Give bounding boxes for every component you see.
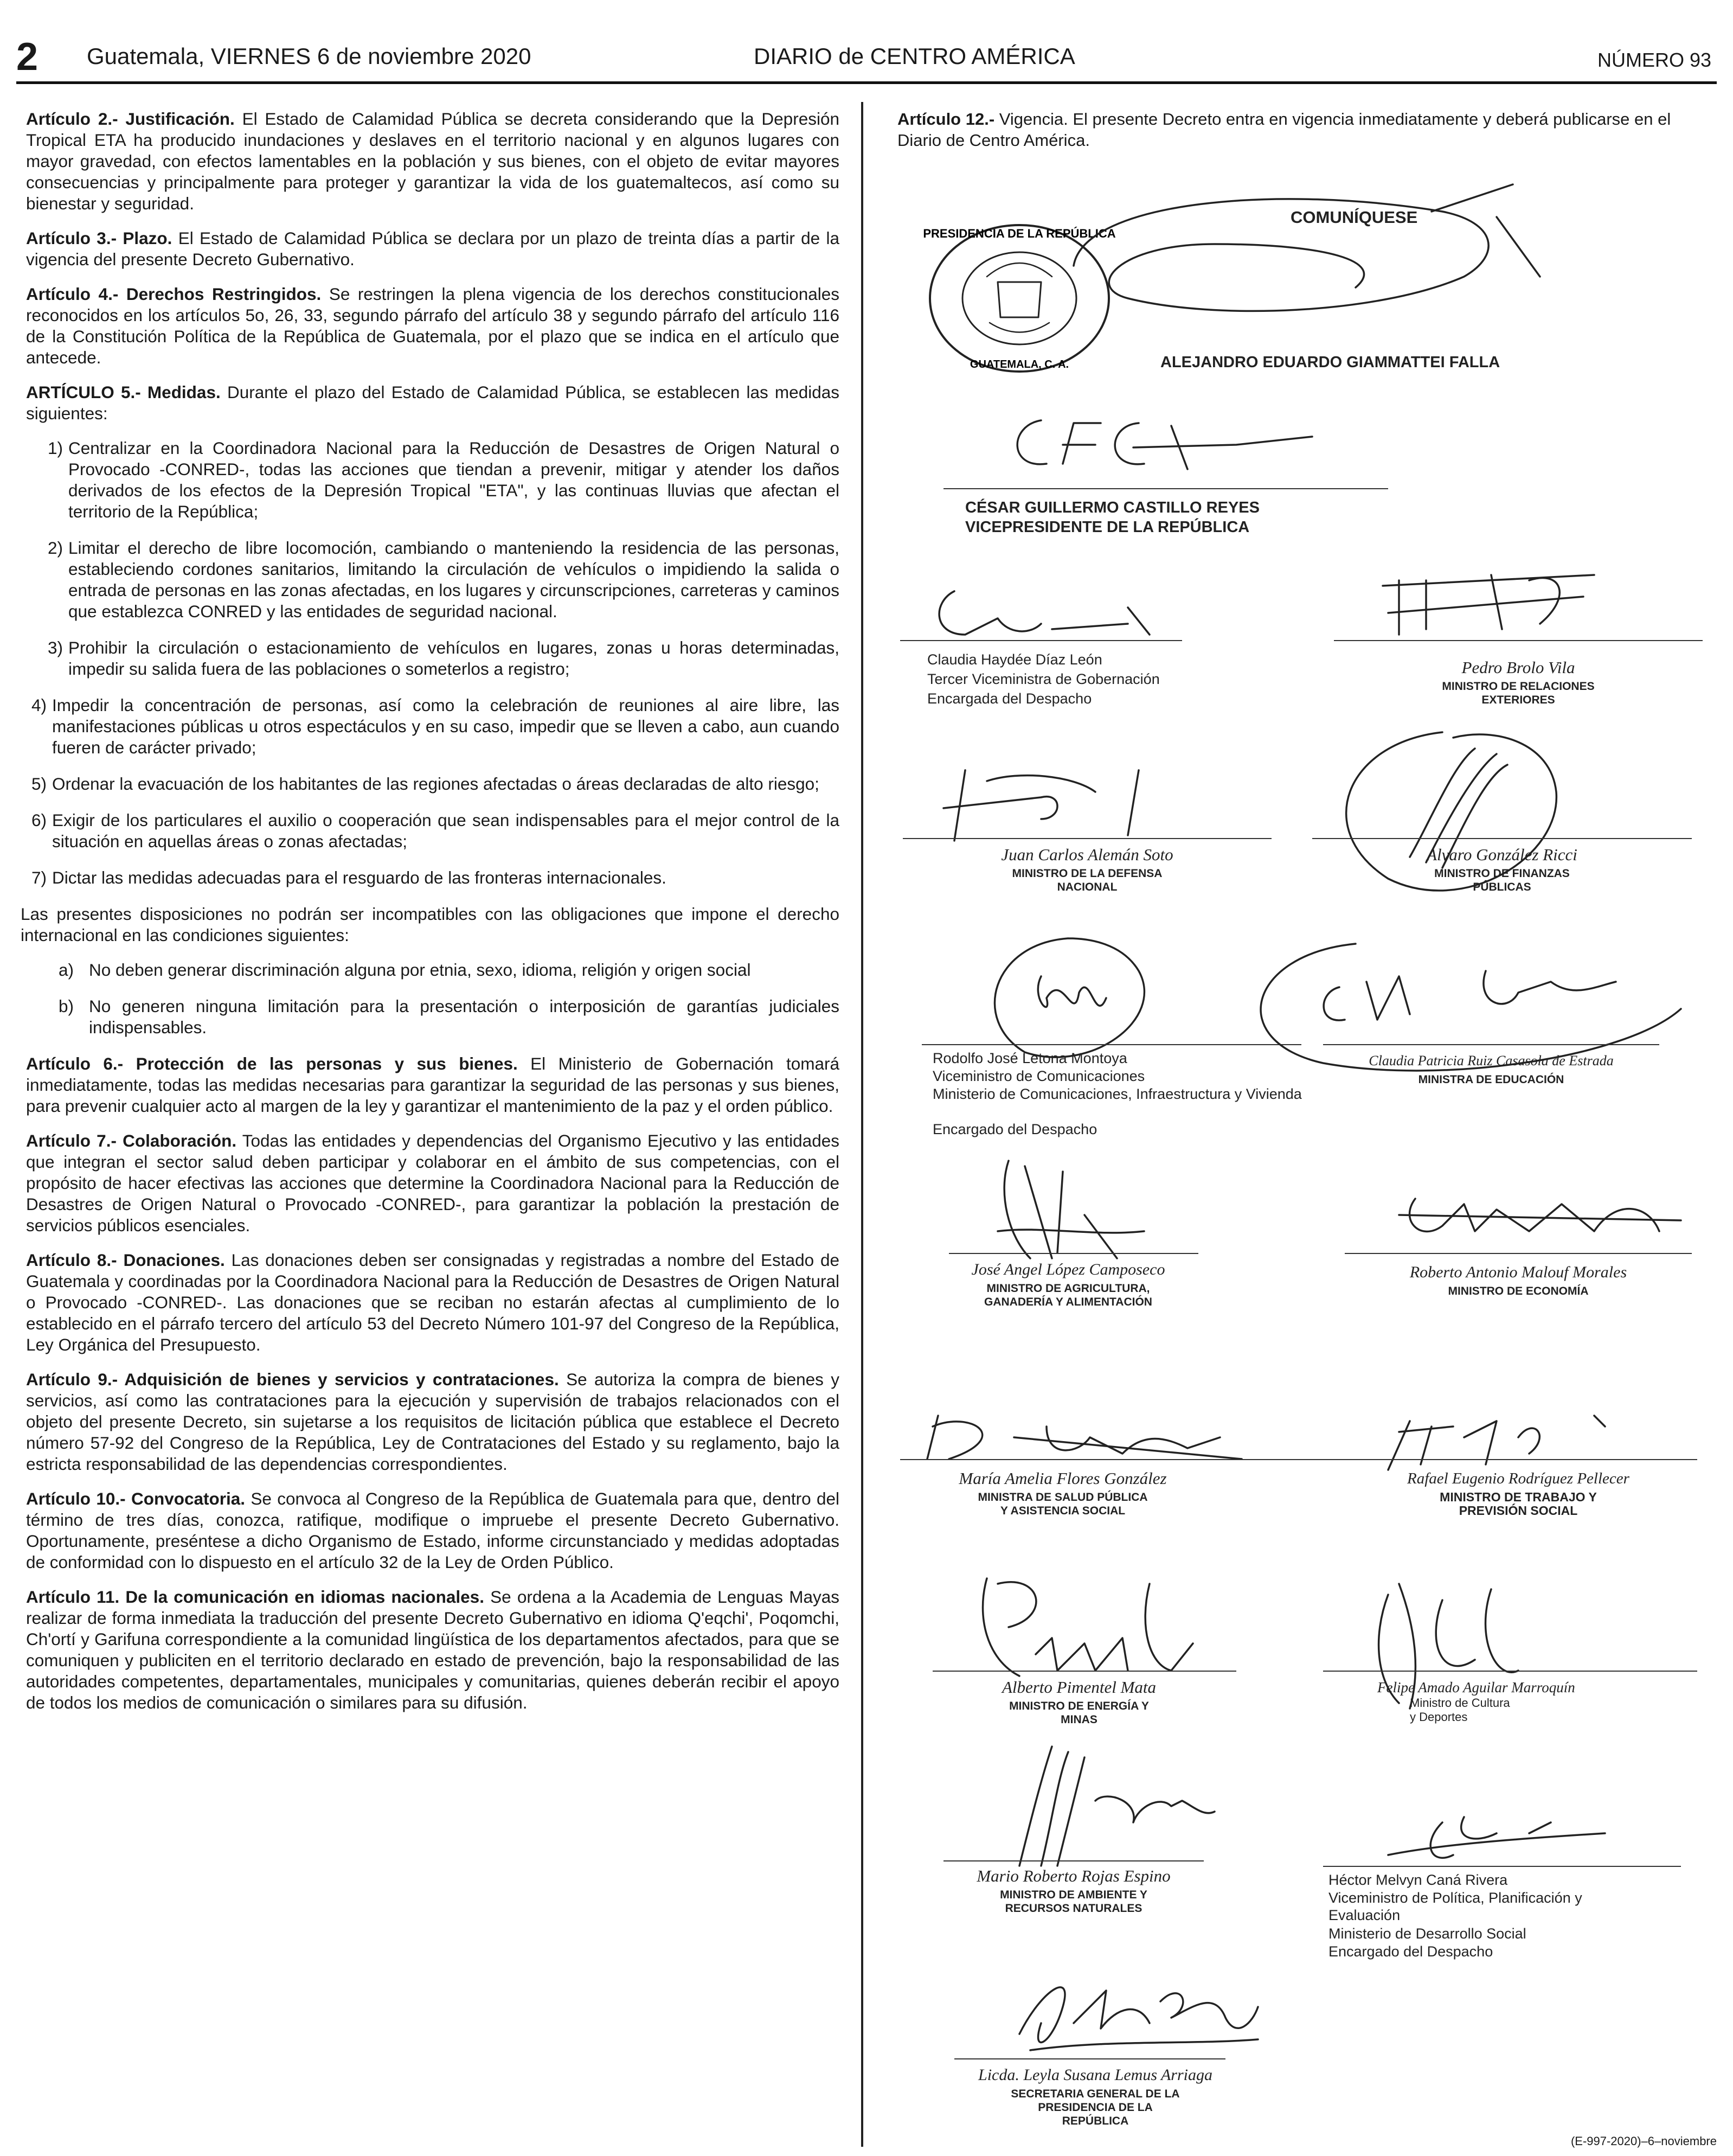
article-10: Artículo 10.- Convocatoria. Se convoca al Congreso de la República de Guatemala para que, dentro del término de tres días, conozca, ratifique, modifique o impruebe el presente Decreto Gubernativo. Oportunamente, preséntese a dicho Organismo de Estado, informe circunstanciado y medidas adoptadas de conformidad con lo dispuesto en el artículo 32 de la Ley de Orden Público. bbox=[26, 1489, 840, 1572]
signatory-name: Rafael Eugenio Rodríguez Pellecer bbox=[1407, 1470, 1629, 1487]
signature-scribble bbox=[965, 1562, 1204, 1687]
issue-date: Guatemala, VIERNES 6 de noviembre 2020 bbox=[87, 43, 531, 69]
signatory-name: Juan Carlos Alemán Soto bbox=[1001, 845, 1173, 864]
vice-president-name: CÉSAR GUILLERMO CASTILLO REYES bbox=[965, 499, 1260, 516]
signature-scribble bbox=[916, 1405, 1253, 1470]
signatory-name: Roberto Antonio Malouf Morales bbox=[1409, 1263, 1627, 1281]
signatory-block bbox=[1377, 1679, 1670, 1724]
signature-scribble bbox=[933, 759, 1171, 846]
signatory-title: Encargada del Despacho bbox=[927, 690, 1092, 707]
signatory-title: Ministerio de Desarrollo Social bbox=[1328, 1925, 1526, 1942]
signatory-title: Ministerio de Comunicaciones, Infraestructura y Vivienda bbox=[933, 1086, 1302, 1102]
seal-text-bottom: GUATEMALA, C. A. bbox=[970, 359, 1069, 370]
signature-line bbox=[954, 2058, 1225, 2059]
comuniquese-label: COMUNÍQUESE bbox=[1291, 208, 1418, 227]
article-4: Artículo 4.- Derechos Restringidos. Se restringen la plena vigencia de los derechos constitucionales reconocidos en los artículos 5o, 26, 33, segundo párrafo del artículo 38 y segundo párrafo del artículo 116 de la Constitución Política de la República de Guatemala, por el plazo que se indica en el artículo que antecede. bbox=[26, 284, 839, 367]
signatory-name: José Angel López Camposeco bbox=[971, 1261, 1165, 1278]
signatory-title: y Deportes bbox=[1410, 1710, 1468, 1724]
signatory-title: Viceministro de Política, Planificación y Evaluación bbox=[1328, 1890, 1582, 1923]
article-9: Artículo 9.- Adquisición de bienes y servicios y contrataciones. Se autoriza la compra de bienes y servicios, así como las contrataciones para la ejecución y supervisión de trabajos relacionados con el objeto del presente Decreto, sin sujetarse a los requisitos de licitación pública que establece el Decreto número 57-92 del Congreso de la República, Ley de Contrataciones del Estado y su reglamento, bajo la estricta responsabilidad de las dependencias correspondientes. bbox=[26, 1370, 839, 1474]
article-2: Artículo 2.- Justificación. El Estado de Calamidad Pública se decreta considerando que la Depresión Tropical ETA ha producido inundaciones y deslaves en el territorio nacional y en algunos lugares con mayor gravedad, con efectos lamentables en la población y sus bienes, con el objeto de evitar mayores consecuencias y principalmente para proteger y garantizar la vida de los guatemaltecos, así como su bienestar y seguridad. bbox=[26, 109, 839, 213]
signature-scribble bbox=[1356, 1405, 1638, 1475]
signatory-title: SECRETARIA GENERAL DE LA PRESIDENCIA DE LA REPÚBLICA bbox=[1011, 2088, 1180, 2127]
list-item: a) No deben generar discriminación alguna por etnia, sexo, idioma, religión y origen social bbox=[59, 960, 751, 980]
measures-list bbox=[26, 438, 839, 888]
signatory-title: Viceministro de Comunicaciones bbox=[933, 1068, 1145, 1084]
list-item: 1) Centralizar en la Coordinadora Nacional para la Reducción de Desastres de Origen Natural o Provocado -CONRED-, todas las acciones que tiendan a prevenir, mitigar y atender los daños derivados de los efectos de la Depresión Tropical "ETA", y las continuas lluvias que afectan el territorio de la República; bbox=[48, 438, 839, 521]
signatory-name: Claudia Haydée Díaz León bbox=[927, 651, 1102, 668]
signature-line bbox=[949, 1253, 1198, 1254]
signatory-name: Héctor Melvyn Caná Rivera bbox=[1328, 1872, 1508, 1888]
vice-president-signature bbox=[1009, 404, 1334, 485]
signature-line bbox=[900, 1459, 1356, 1460]
signatory-name: Felipe Amado Aguilar Marroquín bbox=[1377, 1679, 1575, 1696]
president-signature bbox=[1052, 179, 1540, 358]
signatory-title: MINISTRO DE TRABAJO Y PREVISIÓN SOCIAL bbox=[1440, 1490, 1597, 1518]
seal-text-top: PRESIDENCIA DE LA REPÚBLICA bbox=[923, 227, 1116, 240]
list-item: 7) Dictar las medidas adecuadas para el resguardo de las fronteras internacionales. bbox=[31, 868, 666, 887]
signatory-title: MINISTRO DE ECONOMÍA bbox=[1448, 1285, 1589, 1297]
vice-president-title: VICEPRESIDENTE DE LA REPÚBLICA bbox=[965, 519, 1250, 536]
article-12: Artículo 12.- Vigencia. El presente Decreto entra en vigencia inmediatamente y deberá publicarse en el Diario de Centro América. bbox=[897, 110, 1671, 150]
president-name: ALEJANDRO EDUARDO GIAMMATTEI FALLA bbox=[1160, 354, 1500, 371]
conditions-list bbox=[26, 959, 839, 1038]
signature-scribble bbox=[922, 586, 1171, 645]
signatory-block bbox=[938, 1261, 1198, 1309]
signatory-title: Ministro de Cultura bbox=[1410, 1696, 1510, 1710]
signatory-name: Alberto Pimentel Mata bbox=[1002, 1678, 1157, 1697]
signature-line bbox=[1345, 1253, 1692, 1254]
column-divider bbox=[861, 102, 863, 2147]
article-5: ARTÍCULO 5.- Medidas. Durante el plazo del Estado de Calamidad Pública, se establecen las medidas siguientes: bbox=[26, 382, 839, 423]
signature-scribble bbox=[1366, 1812, 1616, 1877]
issue-number: NÚMERO 93 bbox=[1597, 49, 1711, 71]
signature-scribble bbox=[960, 933, 1177, 1063]
list-item: 6) Exigir de los particulares el auxilio o cooperación que sean indispensables para el mejor control de la situación en aquellas áreas o zonas afectadas; bbox=[31, 810, 839, 851]
signature-scribble bbox=[998, 1958, 1269, 2067]
signatory-name: Alvaro González Ricci bbox=[1427, 845, 1577, 864]
signature-line bbox=[943, 1860, 1204, 1861]
signature-line bbox=[943, 488, 1388, 489]
list-item: 2) Limitar el derecho de libre locomoción, cambiando o manteniendo la residencia de las personas, estableciendo cordones sanitarios, limitando la circulación de vehículos o impidiendo la salida o entrada de personas en las zonas afectadas, en los lugares y circunscripciones, carreteras y caminos que establezca CONRED y las entidades de seguridad nacional. bbox=[48, 538, 839, 621]
signature-scribble bbox=[976, 1736, 1225, 1877]
signature-scribble bbox=[1388, 1188, 1692, 1247]
signature-line bbox=[933, 1671, 1236, 1672]
page-number: 2 bbox=[16, 35, 38, 79]
signatory-title: MINISTRO DE RELACIONES EXTERIORES bbox=[1442, 680, 1595, 706]
signatory-name: Licda. Leyla Susana Lemus Arriaga bbox=[978, 2066, 1212, 2084]
article-7: Artículo 7.- Colaboración. Todas las entidades y dependencias del Organismo Ejecutivo y las entidades que integran el sector salud deben participar y colaborar en el ámbito de sus competencias, con el propósito de hacer efectivas las acciones que determine la Coordinadora Nacional para la Reducción de Desastres de Origen Natural o Provocado -CONRED-, para garantizar la población la prestación de servicios públicos esenciales. bbox=[26, 1131, 839, 1235]
signatory-title: MINISTRO DE AMBIENTE Y RECURSOS NATURALES bbox=[1000, 1889, 1147, 1915]
left-column bbox=[21, 108, 840, 1727]
signatory-title: MINISTRO DE AGRICULTURA, GANADERÍA Y ALIMENTACIÓN bbox=[984, 1282, 1152, 1308]
signatory-block bbox=[1350, 1264, 1686, 1298]
signatory-name: María Amelia Flores González bbox=[959, 1469, 1167, 1488]
newspaper-name: DIARIO de CENTRO AMÉRICA bbox=[754, 43, 1075, 69]
signatory-block bbox=[911, 1470, 1215, 1518]
signatory-block bbox=[943, 1679, 1215, 1726]
list-item: 5) Ordenar la evacuación de los habitantes de las regiones afectadas o áreas declaradas de alto riesgo; bbox=[31, 774, 819, 794]
signatory-block bbox=[925, 846, 1250, 894]
signature-line bbox=[1323, 1866, 1681, 1867]
signatory-name: Mario Roberto Rojas Espino bbox=[977, 1866, 1171, 1885]
signatory-title: Encargado del Despacho bbox=[933, 1121, 1097, 1137]
publication-code: (E-997-2020)–6–noviembre bbox=[1570, 2134, 1717, 2148]
signature-line bbox=[1334, 640, 1703, 641]
signatory-block bbox=[1356, 659, 1681, 707]
article-8: Artículo 8.- Donaciones. Las donaciones deben ser consignadas y registradas a nombre del Estado de Guatemala y coordinadas por la Coordinadora Nacional para la Reducción de Desastres de Origen Natural o Provocado -CONRED-. Las donaciones que se reciban no estarán afectas al cumplimiento de lo establecido en el párrafo tercero del artículo 53 del Decreto Número 101-97 del Congreso de la República, Ley Orgánica del Presupuesto. bbox=[26, 1250, 839, 1354]
signatory-block bbox=[1339, 846, 1665, 894]
signatory-title: Encargado del Despacho bbox=[1328, 1943, 1493, 1960]
signature-scribble bbox=[976, 1150, 1160, 1275]
signatory-title: MINISTRO DE LA DEFENSA NACIONAL bbox=[1012, 867, 1163, 893]
signatory-block bbox=[933, 1867, 1215, 1915]
signatory-block bbox=[1350, 1470, 1686, 1518]
signature-scribble bbox=[1366, 564, 1616, 640]
signatory-title: MINISTRO DE FINANZAS PÚBLICAS bbox=[1434, 867, 1570, 893]
signature-line bbox=[1350, 1459, 1697, 1460]
signatory-name: Claudia Patricia Ruiz Casasola de Estrada bbox=[1369, 1053, 1614, 1069]
article-3: Artículo 3.- Plazo. El Estado de Calamidad Pública se declara por un plazo de treinta días a partir de la vigencia del presente Decreto Gubernativo. bbox=[26, 228, 840, 269]
article-6: Artículo 6.- Protección de las personas y sus bienes. El Ministerio de Gobernación tomará inmediatamente, todas las medidas necesarias para garantizar la seguridad de las personas y sus bienes, para prevenir cualquier acto al margen de la ley y garantizar el mantenimiento de la paz y el orden público. bbox=[26, 1054, 840, 1116]
signature-line bbox=[903, 838, 1272, 839]
signature-line bbox=[1323, 1671, 1697, 1672]
page-header bbox=[16, 33, 1717, 84]
signatory-title: MINISTRA DE SALUD PÚBLICA Y ASISTENCIA SOCIAL bbox=[978, 1491, 1148, 1517]
signature-line bbox=[1323, 1044, 1659, 1045]
list-item: 4) Impedir la concentración de personas, así como la celebración de reuniones al aire libre, las manifestaciones públicas u otros espectáculos y en su caso, impedir que se lleven a cabo, aun cuando fueren de carácter privado; bbox=[31, 695, 839, 757]
list-item: b) No generen ninguna limitación para la presentación o interposición de garantías judiciales indispensables. bbox=[59, 996, 839, 1037]
signatory-name: Rodolfo José Letona Montoya bbox=[933, 1050, 1127, 1066]
signature-line bbox=[1312, 838, 1692, 839]
signature-line bbox=[900, 640, 1182, 641]
signatory-title: Tercer Viceministra de Gobernación bbox=[927, 671, 1160, 687]
signatory-name: Pedro Brolo Vila bbox=[1461, 658, 1575, 677]
signatory-block bbox=[943, 2067, 1247, 2128]
signatory-title: MINISTRA DE EDUCACIÓN bbox=[1418, 1073, 1564, 1086]
dispositions-paragraph: Las presentes disposiciones no podrán ser incompatibles con las obligaciones que impone el derecho internacional en las condiciones siguientes: bbox=[21, 904, 839, 945]
signatory-title: MINISTRO DE ENERGÍA Y MINAS bbox=[1009, 1700, 1149, 1726]
signatory-block bbox=[1323, 1052, 1659, 1086]
list-item: 3) Prohibir la circulación o estacionamiento de vehículos en lugares, zonas u horas determinadas, impedir su salida fuera de las poblaciones o someterlos a registro; bbox=[48, 638, 839, 679]
article-11: Artículo 11. De la comunicación en idiomas nacionales. Se ordena a la Academia de Lenguas Mayas realizar de forma inmediata la traducción del presente Decreto Gubernativo en idioma Q'eqchi', Poqomchi, Ch'ortí y Garifuna correspondiente a la comunidad lingüística de los departamentos afectados, para que se comuniquen y publiciten en el territorio declarado en estado de prevención, bajo la responsabilidad de las autoridades competentes, departamentales, municipales y comunitarias, quienes deberán recibir el apoyo de todos los medios de comunicación o similares para su difusión. bbox=[26, 1587, 839, 1712]
